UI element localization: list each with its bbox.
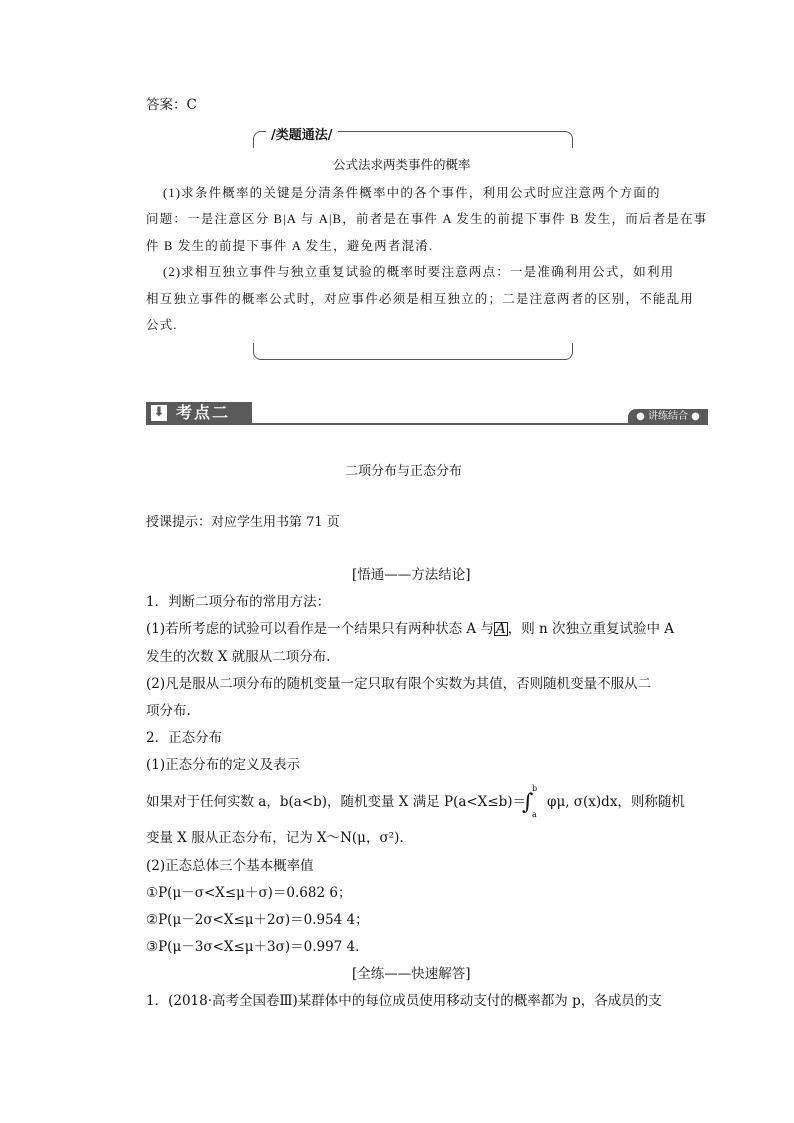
section-banner: [146, 402, 252, 424]
probability-1: ①P(μ－σ<X≤μ＋σ)＝0.682 6；: [146, 885, 352, 901]
section-hint: 授课提示：对应学生用书第 71 页: [146, 515, 340, 530]
wutong-item2: 2．正态分布: [146, 730, 223, 746]
method-box-bottom-bracket: [253, 343, 573, 360]
normal-definition-line1: 如果对于任何实数 a，b(a<b)，随机变量 X 满足 P(a<X≤b)＝: [146, 794, 527, 810]
method-p2-line3: 公式.: [146, 318, 178, 332]
normal-definition-integrand: φμ, σ(x)dx，则称随机: [547, 794, 685, 810]
question-1: 1．(2018·高考全国卷Ⅲ)某群体中的每位成员使用移动支付的概率都为 p，各成员的支: [146, 993, 662, 1009]
method-box-title: 公式法求两类事件的概率: [333, 157, 471, 172]
complement-a-symbol: A: [495, 621, 506, 637]
method-p1-line1: (1)求条件概率的关键是分清条件概率中的各个事件，利用公式时应注意两个方面的: [163, 186, 661, 200]
method-p2-line2: 相互独立事件的概率公式时，对应事件必须是相互独立的；二是注意两者的区别，不能乱用: [146, 292, 695, 306]
wutong-item1-p2-line1: (2)凡是服从二项分布的随机变量一定只取有限个实数为其值，否则随机变量不服从二: [146, 676, 652, 692]
wutong-item1: 1．判断二项分布的常用方法：: [146, 594, 331, 610]
section-tag: ● 讲练结合 ●: [628, 409, 708, 425]
wutong-item2-sub1: (1)正态分布的定义及表示: [146, 757, 301, 773]
down-arrow-icon: ⬇: [151, 405, 167, 421]
section-title: 二项分布与正态分布: [345, 464, 463, 479]
slash-icon: /: [327, 128, 333, 143]
method-p2-line1: (2)求相互独立事件与独立重复试验的概率时要注意两点：一是准确利用公式，如利用: [163, 265, 675, 279]
slash-icon: /: [271, 128, 276, 143]
wutong-item1-p2-line2: 项分布.: [146, 703, 191, 719]
wutong-item2-sub2: (2)正态总体三个基本概率值: [146, 858, 314, 874]
wutong-item1-p1-line2: 发生的次数 X 就服从二项分布.: [146, 649, 331, 665]
method-p1-line3: 件 B 发生的前提下事件 A 发生，避免两者混淆.: [146, 239, 434, 253]
method-p1-line2: 问题：一是注意区分 B|A 与 A|B，前者是在事件 A 发生的前提下事件 B 发生，而后者是在事: [146, 212, 708, 226]
wutong-item1-p1-line1: (1)若所考虑的试验可以看作是一个结果只有两种状态 A 与 A ，则 n 次独立重复试验中 A: [146, 621, 675, 637]
section-banner-label: 考点二: [176, 403, 231, 422]
answer-text: 答案：C: [146, 97, 197, 113]
method-box-label: /类题通法/: [266, 124, 338, 143]
probability-2: ②P(μ－2σ<X≤μ＋2σ)＝0.954 4；: [146, 912, 369, 928]
normal-definition-line2: 变量 X 服从正态分布，记为 X～N(μ，σ²).: [146, 830, 404, 846]
quanlian-header: [全练——快速解答]: [352, 966, 471, 982]
section-divider: [146, 423, 708, 425]
probability-3: ③P(μ－3σ<X≤μ＋3σ)＝0.997 4.: [146, 939, 360, 955]
integral-symbol: b ∫ a: [522, 784, 538, 819]
wutong-header: [悟通——方法结论]: [352, 567, 471, 583]
